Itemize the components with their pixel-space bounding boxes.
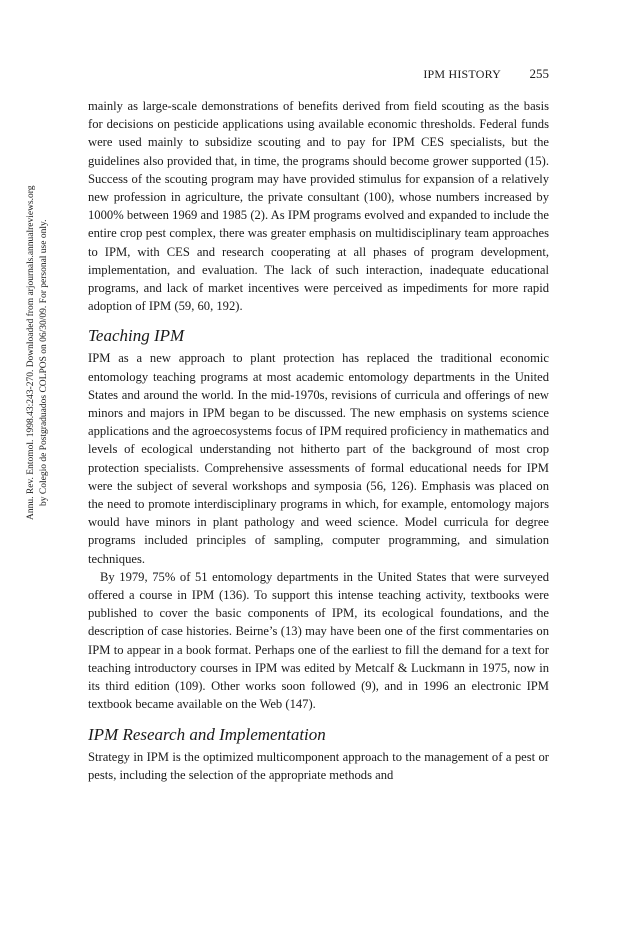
body-text bbox=[88, 97, 549, 784]
paragraph-strategy: Strategy in IPM is the optimized multicomponent approach to the management of a pest or pests, including the selection of the appropriate methods and bbox=[88, 749, 549, 782]
download-watermark-line1: Annu. Rev. Entomol. 1998.43:243-270. Downloaded from arjournals.annualreviews.org bbox=[26, 185, 36, 520]
download-watermark-line2: by Colegio de Postgraduados COLPOS on 06/30/09. For personal use only. bbox=[39, 219, 49, 506]
download-watermark bbox=[25, 100, 51, 520]
paragraph-teaching: IPM as a new approach to plant protection has replaced the traditional economic entomology teaching programs at most academic entomology departments in the United States and around the world. In the mid-1970s, revisions of curricula and offerings of new minors and majors in IPM began to be discussed. The new emphasis on systems science applications and the agroecosystems focus of IPM required proficiency in mathematics and levels of ecological understanding not hitherto part of the background of most crop protection specialists. Comprehensive assessments of formal educational needs for IPM were the subject of several workshops and symposia (56, 126). Emphasis was placed on the need to promote interdisciplinary programs in which, for example, entomology majors would have minors in plant pathology and weed science. Model curricula for degree programs included principles of sampling, computer programming, and simulation techniques. bbox=[88, 351, 549, 566]
running-header bbox=[88, 66, 549, 82]
page-number: 255 bbox=[529, 66, 549, 81]
section-heading-teaching-ipm: Teaching IPM bbox=[88, 326, 185, 346]
paragraph-textbooks: By 1979, 75% of 51 entomology departments in the United States that were surveyed offered a course in IPM (136). To support this intense teaching activity, textbooks were published to cover the basic components of IPM, its ecological foundations, and the description of case histories. Beirne’s (13) may have been one of the first commentaries on IPM to appear in a book format. Perhaps one of the earliest to fill the demand for a text for teaching introductory courses in IPM was edited by Metcalf & Luckmann in 1975, now in its third edition (109). Other works soon followed (9), and in 1996 an electronic IPM textbook became available on the Web (147). bbox=[88, 569, 549, 712]
section-heading-ipm-research: IPM Research and Implementation bbox=[88, 724, 326, 744]
running-title: IPM HISTORY bbox=[423, 67, 501, 81]
paragraph-scouting: mainly as large-scale demonstrations of benefits derived from field scouting as the basis for decisions on pesticide applications using available economic thresholds. Federal funds were used mainly to subsidize scouting and to pay for IPM CES specialists, but the guidelines also provided that, in time, the programs should become grower supported (15). Success of the scouting program may have provided stimulus for expansion of a relatively new profession in agriculture, the private consultant (100), whose numbers increased by 1000% between 1969 and 1985 (2). As IPM programs evolved and expanded to include the entire crop pest complex, there was greater emphasis on multidisciplinary team approaches to IPM, with CES and research cooperating at all phases of program development, implementation, and evaluation. The lack of such interaction, inadequate educational programs, and lack of market incentives were perceived as impediments for more rapid adoption of IPM (59, 60, 192). bbox=[88, 99, 549, 314]
